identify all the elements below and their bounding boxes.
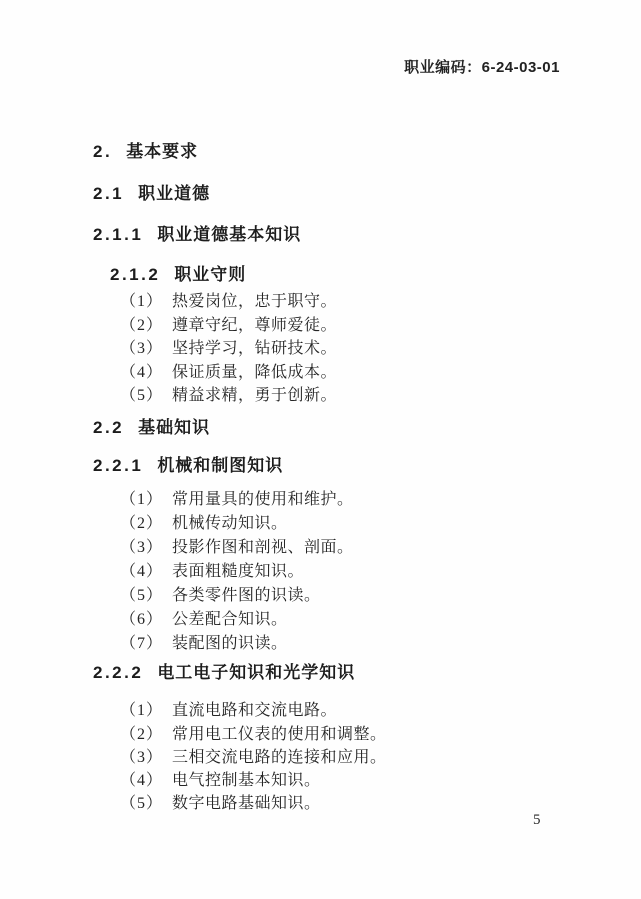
page-number: 5 bbox=[533, 812, 541, 828]
item-label: （1） bbox=[120, 491, 164, 508]
item-label: （5） bbox=[120, 795, 164, 812]
list-item bbox=[120, 359, 337, 382]
section-title: 基本要求 bbox=[126, 142, 199, 161]
item-label: （3） bbox=[120, 539, 164, 556]
item-text: 遵章守纪，尊师爱徒。 bbox=[172, 317, 338, 334]
section-number: 2.2.2 bbox=[93, 663, 144, 682]
item-text: 坚持学习，钻研技术。 bbox=[172, 340, 338, 357]
section-number: 2.2 bbox=[93, 418, 125, 437]
list-item bbox=[120, 721, 387, 744]
list-item bbox=[120, 288, 337, 311]
list-item bbox=[120, 790, 321, 813]
item-text: 三相交流电路的连接和应用。 bbox=[172, 749, 387, 766]
item-label: （1） bbox=[120, 293, 164, 310]
list-item bbox=[120, 630, 288, 653]
item-label: （4） bbox=[120, 563, 164, 580]
item-label: （3） bbox=[120, 340, 164, 357]
item-label: （5） bbox=[120, 387, 164, 404]
occupation-code: 职业编码：6-24-03-01 bbox=[404, 59, 560, 76]
item-label: （3） bbox=[120, 749, 164, 766]
item-text: 各类零件图的识读。 bbox=[172, 587, 321, 604]
section-title: 基础知识 bbox=[138, 418, 211, 437]
item-text: 装配图的识读。 bbox=[172, 635, 288, 652]
section-number: 2.1.2 bbox=[110, 265, 161, 284]
heading-basic-knowledge bbox=[93, 413, 210, 438]
item-text: 电气控制基本知识。 bbox=[172, 772, 321, 789]
list-item bbox=[120, 558, 304, 581]
item-text: 数字电路基础知识。 bbox=[172, 795, 321, 812]
item-label: （1） bbox=[120, 702, 164, 719]
item-text: 保证质量，降低成本。 bbox=[172, 364, 338, 381]
list-item bbox=[120, 312, 337, 335]
item-text: 常用电工仪表的使用和调整。 bbox=[172, 726, 387, 743]
section-title: 电工电子知识和光学知识 bbox=[157, 663, 356, 682]
item-label: （7） bbox=[120, 635, 164, 652]
heading-professional-ethics bbox=[93, 179, 210, 204]
item-label: （6） bbox=[120, 611, 164, 628]
list-item bbox=[120, 744, 387, 767]
item-label: （4） bbox=[120, 364, 164, 381]
heading-ethics-basic-knowledge bbox=[93, 220, 301, 245]
list-item bbox=[120, 510, 288, 533]
list-item bbox=[120, 382, 337, 405]
list-item bbox=[120, 486, 354, 509]
item-text: 常用量具的使用和维护。 bbox=[172, 491, 354, 508]
section-title: 职业道德 bbox=[138, 184, 211, 203]
item-text: 直流电路和交流电路。 bbox=[172, 702, 338, 719]
section-number: 2. bbox=[93, 142, 113, 161]
item-text: 机械传动知识。 bbox=[172, 515, 288, 532]
item-label: （2） bbox=[120, 317, 164, 334]
section-number: 2.2.1 bbox=[93, 456, 144, 475]
item-label: （2） bbox=[120, 515, 164, 532]
item-label: （4） bbox=[120, 772, 164, 789]
item-text: 热爱岗位，忠于职守。 bbox=[172, 293, 338, 310]
list-item bbox=[120, 582, 321, 605]
section-number: 2.1.1 bbox=[93, 225, 144, 244]
section-title: 机械和制图知识 bbox=[157, 456, 284, 475]
item-text: 公差配合知识。 bbox=[172, 611, 288, 628]
list-item bbox=[120, 335, 337, 358]
section-title: 职业守则 bbox=[174, 265, 247, 284]
list-item bbox=[120, 697, 337, 720]
list-item bbox=[120, 767, 321, 790]
heading-mechanical-drawing-knowledge bbox=[93, 451, 283, 476]
list-item bbox=[120, 606, 288, 629]
item-label: （5） bbox=[120, 587, 164, 604]
item-label: （2） bbox=[120, 726, 164, 743]
heading-professional-code bbox=[110, 260, 246, 285]
section-number: 2.1 bbox=[93, 184, 125, 203]
heading-basic-requirements bbox=[93, 137, 198, 162]
item-text: 投影作图和剖视、剖面。 bbox=[172, 539, 354, 556]
list-item bbox=[120, 534, 354, 557]
section-title: 职业道德基本知识 bbox=[157, 225, 302, 244]
heading-electrical-optical-knowledge bbox=[93, 658, 355, 683]
item-text: 精益求精，勇于创新。 bbox=[172, 387, 338, 404]
item-text: 表面粗糙度知识。 bbox=[172, 563, 305, 580]
